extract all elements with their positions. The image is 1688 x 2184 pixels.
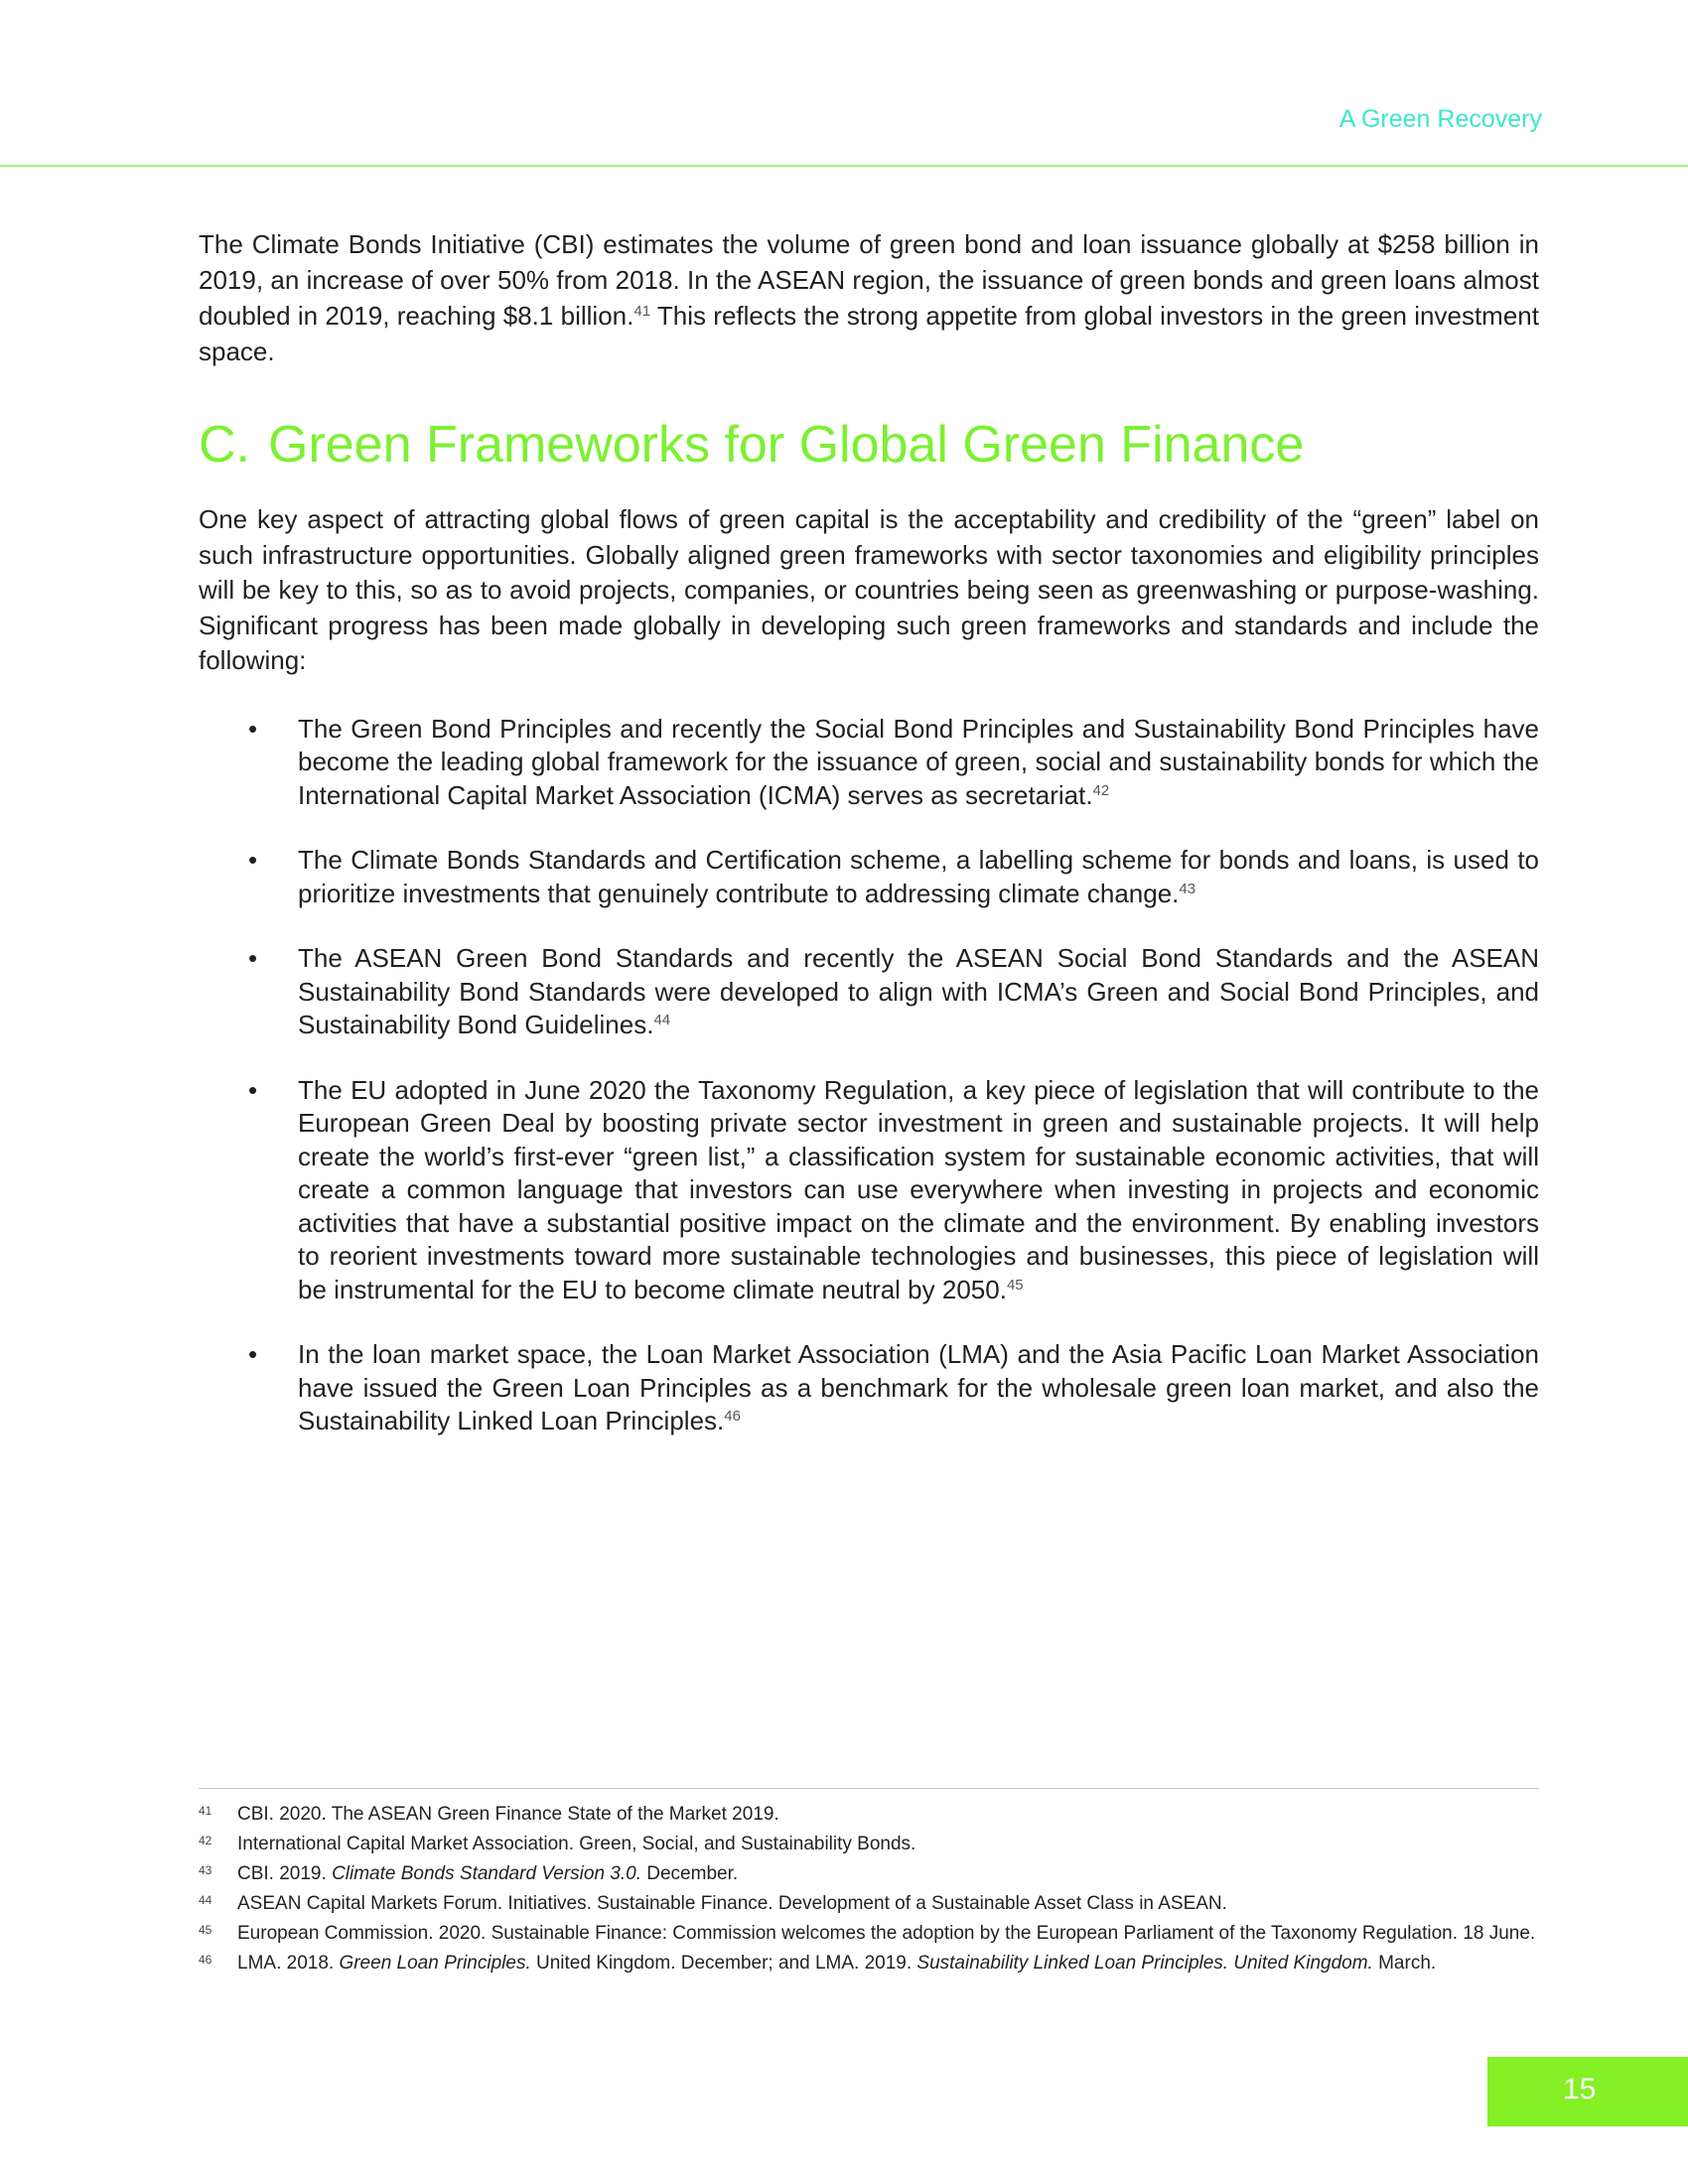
footnote-ref[interactable]: 45 xyxy=(1006,1276,1024,1294)
bullet-icon: • xyxy=(248,713,258,744)
header-rule xyxy=(0,165,1688,167)
footnote-ref[interactable]: 43 xyxy=(1179,880,1196,897)
footnote-item: 42 International Capital Market Association. Green, Social, and Sustainability Bonds. xyxy=(199,1834,916,1854)
bullet-icon: • xyxy=(248,1339,258,1369)
section-lead-paragraph: One key aspect of attracting global flows of green capital is the acceptability and credibility of the “green” label on such infrastructure opportunities. Globally aligned green frameworks with sector taxonomies and eligibility principles will be key to this, so as to avoid projects, companies, or countries being seen as greenwashing or purpose-washing. Significant progress has been made globally in developing such green frameworks and standards and include the following: xyxy=(199,504,1539,675)
page-number: 15 xyxy=(1563,2073,1597,2106)
footnote-ref[interactable]: 42 xyxy=(1092,781,1110,799)
footnote-rule xyxy=(199,1788,1539,1789)
section-heading: C. Green Frameworks for Global Green Finance xyxy=(199,416,1305,474)
footnote-item: 41 CBI. 2020. The ASEAN Green Finance State of the Market 2019. xyxy=(199,1804,779,1825)
running-header-title: A Green Recovery xyxy=(1338,105,1542,133)
footnote-ref[interactable]: 46 xyxy=(724,1408,741,1425)
bullet-icon: • xyxy=(248,845,258,875)
list-item: • The Climate Bonds Standards and Certification scheme, a labelling scheme for bonds and loans, is used to prioritize investments that genuinely contribute to addressing climate change.$^{43}$ xyxy=(248,845,1539,908)
footnote-item: 44 ASEAN Capital Markets Forum. Initiatives. Sustainable Finance. Development of a Sustainable Asset Class in ASEAN. xyxy=(199,1893,1227,1914)
bullet-icon: • xyxy=(248,1074,258,1105)
footnote-ref[interactable]: 41 xyxy=(633,303,651,320)
footnotes xyxy=(199,1801,1539,1979)
list-item: • The EU adopted in June 2020 the Taxonomy Regulation, a key piece of legislation that will contribute to the European Green Deal by boosting private sector investment in green and sustainable projects. It will help create the world’s first-ever “green list,” a classification system for sustainable economic activities, that will create a common language that investors can use everywhere when investing in projects and economic activities that have a substantial positive impact on the climate and the environment. By enabling investors to reorient investments toward more sustainable technologies and businesses, this piece of legislation will be instrumental for the EU to become climate neutral by 2050.45 xyxy=(248,1074,1539,1304)
list-item: • In the loan market space, the Loan Market Association (LMA) and the Asia Pacific Loan Market Association have issued the Green Loan Principles as a benchmark for the wholesale green loan market, and also the Sustainability Linked Loan Principles.$^{46}$ xyxy=(248,1339,1539,1435)
footnote-item: 45 European Commission. 2020. Sustainable Finance: Commission welcomes the adoption by the European Parliament of the Taxonomy Regulation. 18 June. xyxy=(199,1923,1536,1944)
main-content xyxy=(199,226,1539,1470)
framework-list xyxy=(199,713,1539,1438)
footnote-item: 43 CBI. 2019. Climate Bonds Standard Version 3.0. December. xyxy=(199,1863,739,1884)
footnote-item: 46 LMA. 2018. Green Loan Principles. United Kingdom. December; and LMA. 2019. Sustainability Linked Loan Principles. United Kingdom. March. xyxy=(199,1953,1437,1974)
list-item: • The Green Bond Principles and recently the Social Bond Principles and Sustainability Bond Principles have become the leading global framework for the issuance of green, social and sustainability bonds for which the International Capital Market Association (ICMA) serves as secretariat.$^{42}$ xyxy=(248,713,1539,810)
bullet-icon: • xyxy=(248,943,258,973)
intro-paragraph: The Climate Bonds Initiative (CBI) estimates the volume of green bond and loan issuance globally at $258 billion in 2019, an increase of over 50% from 2018. In the ASEAN region, the issuance of green bonds and green loans almost doubled in 2019, reaching $8.1 billion.$^{41}$ This reflects the strong appetite from global investors in the green investment space. xyxy=(199,229,1539,366)
list-item: • The ASEAN Green Bond Standards and recently the ASEAN Social Bond Standards and the ASEAN Sustainability Bond Standards were developed to align with ICMA’s Green and Social Bond Principles, and Sustainability Bond Guidelines.$^{44}$ xyxy=(248,943,1539,1039)
footnote-ref[interactable]: 44 xyxy=(653,1012,671,1028)
